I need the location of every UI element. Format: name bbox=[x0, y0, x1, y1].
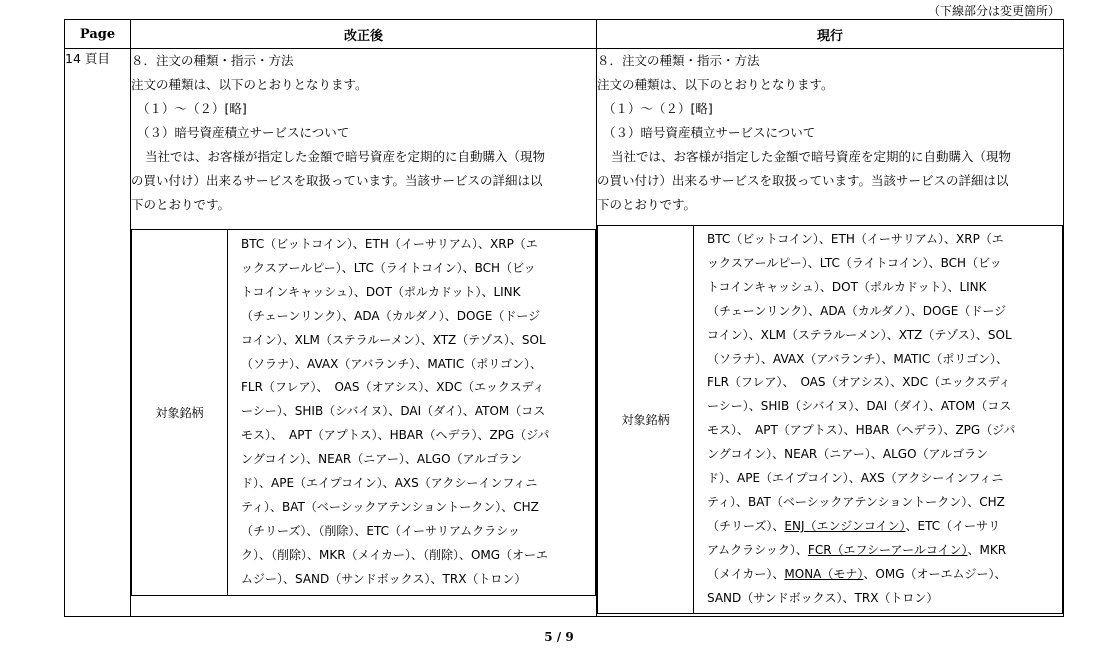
revised-table-line: ティ）、BAT（ベーシックアテンショントークン）、CHZ bbox=[241, 499, 539, 514]
revised-omitted: （１）～（２）[略] bbox=[137, 101, 247, 116]
revised-table-line: ックスアールピー）、LTC（ライトコイン）、BCH（ビッ bbox=[241, 260, 536, 275]
revised-para-line: 下のとおりです。 bbox=[131, 197, 231, 212]
revised-table-line: ド）、APE（エイプコイン）、AXS（アクシーインフィニ bbox=[241, 476, 538, 491]
current-line14-b: 、MKR bbox=[967, 542, 1007, 557]
revised-subheading: （３）暗号資産積立サービスについて bbox=[137, 125, 350, 140]
revised-table-line: （チリーズ）、（削除）、ETC（イーサリアムクラシッ bbox=[241, 523, 520, 538]
current-line13-b: 、ETC（イーサリ bbox=[905, 518, 1001, 533]
current-table-line: ティ）、BAT（ベーシックアテンショントークン）、CHZ bbox=[707, 494, 1005, 509]
current-body bbox=[597, 49, 1063, 217]
revised-table-line: モス）、 APT（アプトス）、HBAR（ヘデラ）、ZPG（ジパ bbox=[241, 428, 550, 443]
current-table-line bbox=[707, 539, 1056, 563]
current-intro: 注文の種類は、以下のとおりとなります。 bbox=[597, 77, 834, 92]
current-inner-table bbox=[597, 225, 1063, 614]
content-row bbox=[65, 49, 1064, 617]
current-cell bbox=[597, 49, 1064, 617]
revised-section-heading: ８．注文の種類・指示・方法 bbox=[131, 53, 294, 68]
change-note: （下線部分は変更箇所） bbox=[927, 4, 1060, 18]
revised-cell bbox=[131, 49, 597, 617]
current-para-line: 当社では、お客様が指定した金額で暗号資産を定期的に自動購入（現物 bbox=[611, 149, 1012, 164]
revised-table-line: トコインキャッシュ）、DOT（ポルカドット）、LINK bbox=[241, 284, 521, 299]
current-table-line: ド）、APE（エイプコイン）、AXS（アクシーインフィニ bbox=[707, 471, 1004, 486]
current-line13-underlined: ENJ（エンジンコイン） bbox=[784, 518, 906, 533]
current-table-line bbox=[707, 563, 1056, 587]
revised-inner-table bbox=[131, 229, 596, 596]
revised-table-line: （ソラナ）、AVAX（アバランチ）、MATIC（ポリゴン）、 bbox=[241, 356, 542, 371]
revised-body bbox=[131, 49, 596, 217]
revised-table-line: ングコイン）、NEAR（ニアー）、ALGO（アルゴラン bbox=[241, 452, 523, 467]
current-table-line bbox=[707, 515, 1056, 539]
header-revised: 改正後 bbox=[131, 20, 597, 49]
current-table-line: ックスアールピー）、LTC（ライトコイン）、BCH（ビッ bbox=[707, 255, 1002, 270]
revised-table-line: BTC（ビットコイン）、ETH（イーサリアム）、XRP（エ bbox=[241, 237, 538, 251]
current-line15-b: 、OMG（オーエムジー）、 bbox=[863, 566, 1007, 581]
revised-para-line: 当社では、お客様が指定した金額で暗号資産を定期的に自動購入（現物 bbox=[145, 149, 546, 164]
page-number: 5 / 9 bbox=[544, 630, 574, 644]
current-line14-underlined: FCR（エフシーアールコイン） bbox=[807, 542, 968, 557]
revised-table-line: FLR（フレア）、 OAS（オアシス）、XDC（エックスディ bbox=[241, 380, 545, 395]
current-table-content bbox=[694, 226, 1063, 614]
current-table-line: （ソラナ）、AVAX（アバランチ）、MATIC（ポリゴン）、 bbox=[707, 351, 1008, 366]
current-table-line: （チェーンリンク）、ADA（カルダノ）、DOGE（ドージ bbox=[707, 303, 1007, 318]
current-table-line: トコインキャッシュ）、DOT（ポルカドット）、LINK bbox=[707, 279, 987, 294]
revised-table-label: 対象銘柄 bbox=[132, 230, 228, 596]
current-para-line: 下のとおりです。 bbox=[597, 197, 697, 212]
current-table-label: 対象銘柄 bbox=[598, 226, 694, 614]
revised-table-line: コイン）、XLM（ステラルーメン）、XTZ（テゾス）、SOL bbox=[241, 332, 546, 347]
current-table-line: ングコイン）、NEAR（ニアー）、ALGO（アルゴラン bbox=[707, 447, 989, 462]
revised-table-line: ク）、（削除）、MKR（メイカー）、（削除）、OMG（オーエ bbox=[241, 547, 549, 562]
revised-para-line: の買い付け）出来るサービスを取扱っています。当該サービスの詳細は以 bbox=[131, 173, 543, 188]
current-table-line: モス）、 APT（アプトス）、HBAR（ヘデラ）、ZPG（ジパ bbox=[707, 423, 1016, 438]
current-subheading: （３）暗号資産積立サービスについて bbox=[603, 125, 816, 140]
header-current: 現行 bbox=[597, 20, 1064, 49]
page-cell: 14 頁目 bbox=[65, 49, 131, 617]
current-section-heading: ８．注文の種類・指示・方法 bbox=[597, 53, 760, 68]
current-line14-a: アムクラシック）、 bbox=[707, 542, 808, 557]
revised-table-line: （チェーンリンク）、ADA（カルダノ）、DOGE（ドージ bbox=[241, 308, 541, 323]
current-line15-underlined: MONA（モナ） bbox=[784, 566, 864, 581]
revised-table-content bbox=[228, 230, 596, 596]
current-table-line: FLR（フレア）、 OAS（オアシス）、XDC（エックスディ bbox=[707, 375, 1011, 390]
current-omitted: （１）～（２）[略] bbox=[603, 101, 713, 116]
current-table-line: コイン）、XLM（ステラルーメン）、XTZ（テゾス）、SOL bbox=[707, 327, 1012, 342]
header-page: Page bbox=[65, 20, 131, 49]
revised-table-line: ムジー）、SAND（サンドボックス）、TRX（トロン） bbox=[241, 571, 527, 586]
revised-intro: 注文の種類は、以下のとおりとなります。 bbox=[131, 77, 368, 92]
current-table-line: BTC（ビットコイン）、ETH（イーサリアム）、XRP（エ bbox=[707, 232, 1004, 246]
current-table-line: ーシー）、SHIB（シバイヌ）、DAI（ダイ）、ATOM（コス bbox=[707, 399, 1012, 414]
comparison-table bbox=[64, 19, 1064, 617]
revised-table-line: ーシー）、SHIB（シバイヌ）、DAI（ダイ）、ATOM（コス bbox=[241, 404, 546, 419]
current-line13-a: （チリーズ）、 bbox=[707, 518, 785, 533]
current-line15-a: （メイカー）、 bbox=[707, 566, 785, 581]
current-para-line: の買い付け）出来るサービスを取扱っています。当該サービスの詳細は以 bbox=[597, 173, 1009, 188]
current-table-line: SAND（サンドボックス）、TRX（トロン） bbox=[707, 590, 939, 605]
header-row bbox=[65, 20, 1064, 49]
